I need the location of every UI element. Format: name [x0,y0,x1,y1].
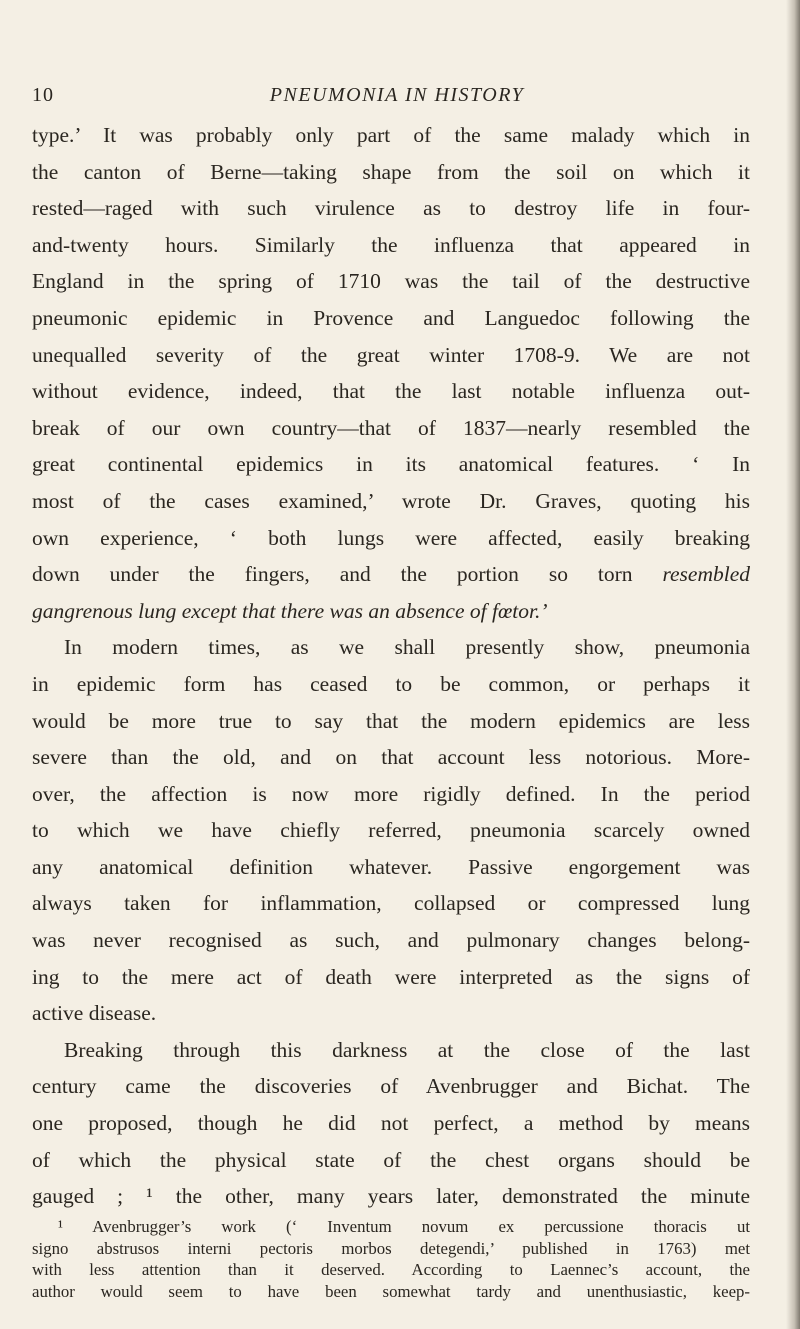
text-line: in epidemic form has ceased to be common, or perhaps it [32,671,750,696]
text-line: and-twenty hours. Similarly the influenza that appeared in [32,232,750,257]
italic-segment: resembled [662,562,750,587]
text-line: gauged ; ¹ the other, many years later, demonstrated the minute [32,1184,750,1209]
text-line: the canton of Berne—taking shape from the soil on which it [32,159,750,184]
running-title: PNEUMONIA IN HISTORY [269,84,525,106]
footnote-line: with less attention than it deserved. According to Laennec’s account, the [32,1260,750,1279]
text-line: severe than the old, and on that account less notorious. More- [32,745,750,770]
text-line: over, the affection is now more rigidly defined. In the period [32,781,750,806]
text-line: England in the spring of 1710 was the tail of the destructive [32,269,750,294]
text-line: ing to the mere act of death were interpreted as the signs of [32,964,750,989]
text-line: own experience, ‘ both lungs were affected, easily breaking [32,525,750,550]
text-line: to which we have chiefly referred, pneumonia scarcely owned [32,818,750,843]
paragraph-start-line: Breaking through this darkness at the close of the last [64,1037,750,1062]
text-line: type.’ It was probably only part of the same malady which in [32,123,750,147]
text-line: would be more true to say that the modern epidemics are less [32,708,750,733]
text-line: always taken for inflammation, collapsed or compressed lung [32,891,750,916]
paragraph-end-line: active disease. [32,1001,157,1026]
text-segment: down under the fingers, and the portion so torn [32,562,633,587]
text-line: century came the discoveries of Avenbrugger and Bichat. The [32,1074,750,1099]
text-line: without evidence, indeed, that the last notable influenza out- [32,379,750,404]
footnote-line: author would seem to have been somewhat tardy and unenthusiastic, keep- [32,1281,750,1301]
text-line: rested—raged with such virulence as to destroy life in four- [32,196,750,221]
footnotes [32,1216,750,1302]
text-line: pneumonic epidemic in Provence and Languedoc following the [32,305,750,330]
page-number: 10 [32,84,54,106]
body-text [32,117,750,1215]
text-line: unequalled severity of the great winter 1708-9. We are not [32,342,750,367]
text-line: most of the cases examined,’ wrote Dr. Graves, quoting his [32,488,750,513]
text-line: break of our own country—that of 1837—nearly resembled the [32,415,750,440]
text-line: of which the physical state of the chest organs should be [32,1147,750,1172]
paragraph-start-line: In modern times, as we shall presently show, pneumonia [64,635,750,660]
page-edge-shadow [786,0,800,1329]
italic-quote-line: gangrenous lung except that there was an absence of fœtor.’ [32,598,548,623]
text-line: great continental epidemics in its anatomical features. ‘ In [32,452,750,477]
text-line: one proposed, though he did not perfect, a method by means [32,1111,750,1136]
text-line: was never recognised as such, and pulmonary changes belong- [32,928,750,953]
footnote-line: ¹ Avenbrugger’s work (‘ Inventum novum ex percussione thoracis ut [58,1217,750,1236]
text-line: any anatomical definition whatever. Passive engorgement was [32,854,750,879]
footnote-line: signo abstrusos interni pectoris morbos detegendi,’ published in 1763) met [32,1238,750,1258]
text-line-mixed [32,556,750,593]
page-header [32,84,752,114]
